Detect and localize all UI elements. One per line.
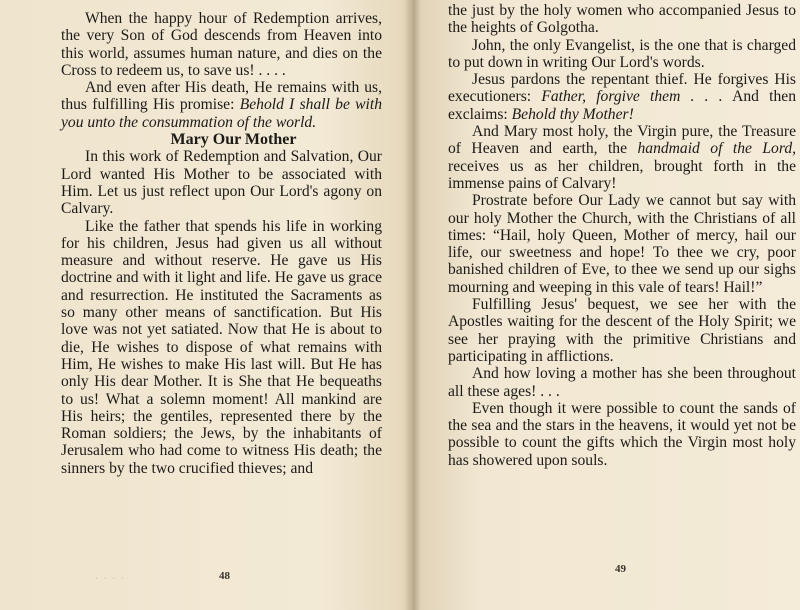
paragraph-mary <box>448 123 796 192</box>
right-page <box>418 0 800 610</box>
paragraph-bequest: Fulfilling Jesus' bequest, we see her with the Apostles waiting for the descent of the Holy Spirit; we see her praying with the primitive Christians and participating in afflictions. <box>448 296 796 365</box>
exclaims-text: And then exclaims: <box>448 88 796 123</box>
paragraph-john: John, the only Evangelist, is the one that is charged to put down in writing Our Lord's words. <box>448 36 796 71</box>
paragraph-ages: And how loving a mother has she been throughout all these ages! . . . <box>448 365 796 400</box>
handmaid-quote: handmaid of the Lord, <box>637 140 797 158</box>
promise-text: And even after His death, He remains with us, thus fulfilling His promise: <box>61 79 382 114</box>
mary-text-end: receives us as her children, brought forth in the immense pains of Calvary! <box>448 157 796 192</box>
left-page-text <box>61 10 382 477</box>
paragraph-gifts: Even though it were possible to count the sands of the sea and the stars in the heavens, it would yet not be possible to count the gifts which the Virgin most holy has showered upon souls. <box>448 399 796 469</box>
pardon-text: Jesus pardons the repentant thief. He forgives His executioners: <box>448 71 796 106</box>
paragraph-prostrate: Prostrate before Our Lady we cannot but say with our holy Mother the Church, with the Christians of all times: “Hail, holy Queen, Mother of mercy, hail our life, our sweetness and hope! To thee we cry, poor banished children of Eve, to thee we send up our sighs mourning and weeping in this vale of tears! Hail!” <box>448 192 796 296</box>
promise-quote: Behold I shall be with you unto the consummation of the world. <box>61 96 382 131</box>
mary-text: And Mary most holy, the Virgin pure, the Treasure of Heaven and earth, the <box>448 123 796 158</box>
mother-quote: Behold thy Mother! <box>511 105 634 123</box>
page-number-left: 48 <box>219 570 230 582</box>
page-number-right: 49 <box>615 563 626 575</box>
faint-mark: · · · · <box>95 574 126 583</box>
paragraph-father: Like the father that spends his life in working for his children, Jesus had given us all without measure and without reserve. He gave us His doctrine and with it light and life. He gave us grace and resurrection. He instituted the Sacraments as so many other means of sanctification. But His love was not yet satiated. Now that He is about to die, He wishes to dispose of what remains with Him, He wishes to make His last will. But He has only His dear Mother. It is She that He bequeaths to us! What a solemn moment! All mankind are His heirs; the gentiles, represented there by the Roman soldiers; the Jews, by the inhabitants of Jerusalem who had come to witness His death; the sinners by the two crucified thieves; and <box>61 217 382 477</box>
paragraph-promise <box>61 79 382 131</box>
paragraph-pardon <box>448 71 796 123</box>
paragraph-golgotha: the just by the holy women who accompanied Jesus to the heights of Golgotha. <box>448 2 796 37</box>
paragraph-redemption: When the happy hour of Redemption arrives, the very Son of God descends from Heaven into this world, assumes human nature, and dies on the Cross to redeem us, to save us! . . . . <box>61 10 382 79</box>
forgive-quote: Father, forgive them . . . <box>541 88 723 106</box>
right-page-text <box>448 2 796 469</box>
section-heading: Mary Our Mother <box>170 131 297 149</box>
paragraph-salvation: In this work of Redemption and Salvation, Our Lord wanted His Mother to be associated with Him. Let us just reflect upon Our Lord's agony on Calvary. <box>61 148 382 218</box>
